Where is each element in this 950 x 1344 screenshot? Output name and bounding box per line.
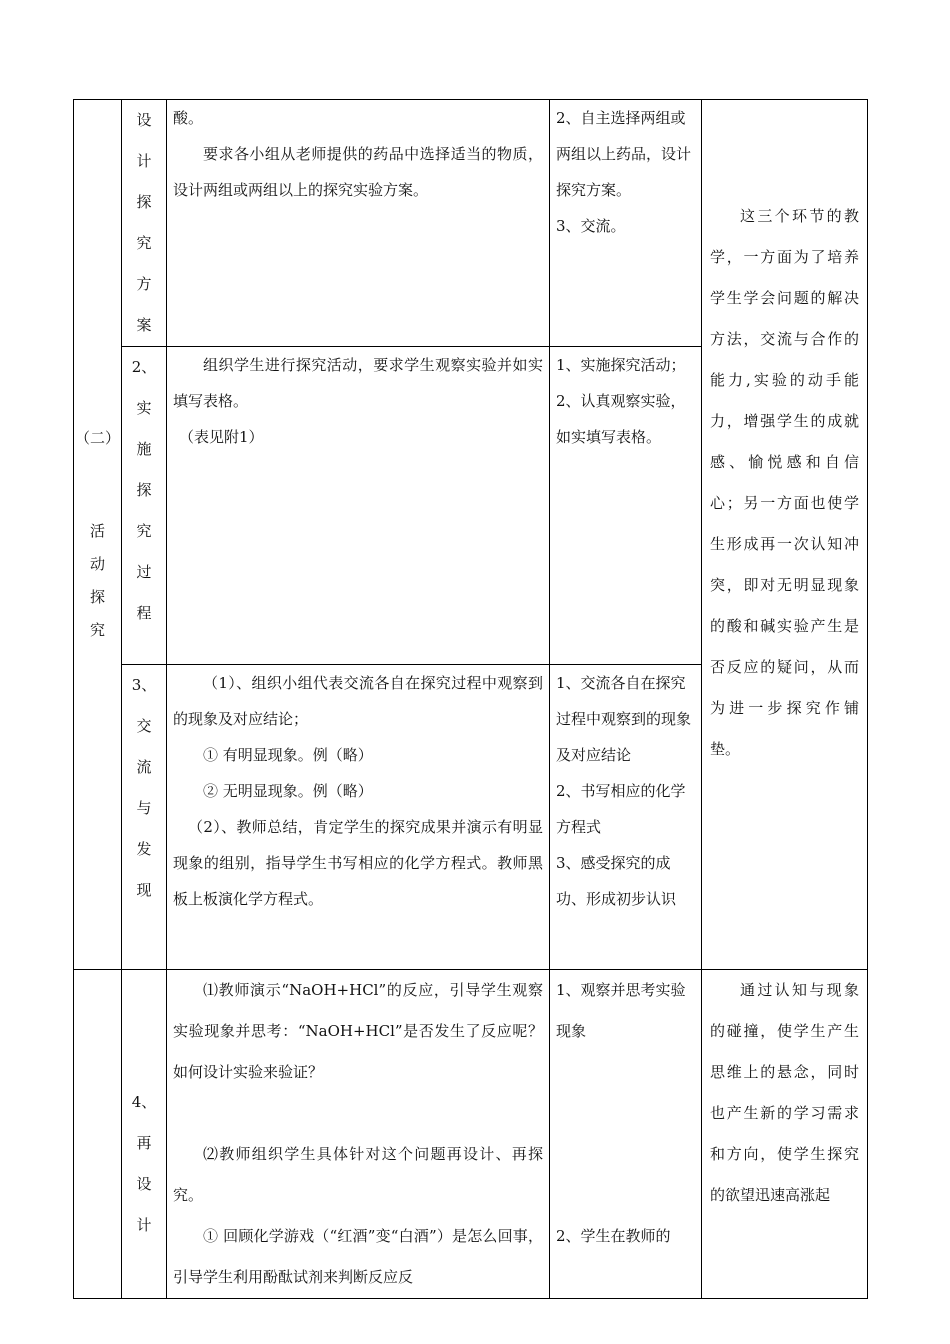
table-row xyxy=(74,100,868,347)
teacher-text: 组织学生进行探究活动，要求学生观察实验并如实填写表格。 xyxy=(173,356,543,410)
teacher-text: 酸。 xyxy=(173,109,204,127)
design-intent-cell xyxy=(702,970,868,1299)
step-char: 探 xyxy=(136,193,152,211)
teacher-activity-cell xyxy=(167,100,550,347)
step-char: 现 xyxy=(136,881,152,899)
teacher-text: ⑵教师组织学生具体针对这个问题再设计、再探究。 xyxy=(173,1145,543,1204)
step-label-design xyxy=(122,100,167,347)
step-char: 2、 xyxy=(131,358,157,376)
student-text: 2、学生在教师的 xyxy=(556,1227,671,1245)
teacher-text: ① 有明显现象。例（略） xyxy=(203,746,373,764)
step-char: 设 xyxy=(136,1175,152,1193)
step-char: 发 xyxy=(136,840,152,858)
student-activity-cell xyxy=(550,970,702,1299)
design-intent-text: 这三个环节的教学，一方面为了培养学生学会问题的解决方法，交流与合作的能力,实验的动手能力，增强学生的成就感、愉悦感和自信心；另一方面也使学生形成再一次认知冲突，即对无明显现象的酸和碱实验产生是否反应的疑问，从而为进一步探究作铺垫。 xyxy=(710,207,859,758)
teacher-activity-cell xyxy=(167,665,550,970)
section-label-char: 活 xyxy=(89,522,105,540)
student-activity-cell xyxy=(550,347,702,665)
section-label-char: 探 xyxy=(89,588,105,606)
student-text: 2、认真观察实验，如实填写表格。 xyxy=(556,392,686,446)
step-char: 程 xyxy=(136,604,152,622)
student-activity-cell xyxy=(550,100,702,347)
student-text: 2、书写相应的化学方程式 xyxy=(556,782,686,836)
step-char: 施 xyxy=(136,440,152,458)
step-char: 方 xyxy=(136,275,152,293)
teacher-activity-cell xyxy=(167,970,550,1299)
table-row xyxy=(74,970,868,1299)
teacher-text: ② 无明显现象。例（略） xyxy=(203,782,373,800)
section-label-char: 究 xyxy=(89,621,105,639)
step-char: 交 xyxy=(136,717,152,735)
teacher-text: （1）、组织小组代表交流各自在探究过程中观察到的现象及对应结论； xyxy=(173,674,543,728)
design-intent-text: 通过认知与现象的碰撞，使学生产生思维上的悬念，同时也产生新的学习需求和方向，使学生探究的欲望迅速高涨起 xyxy=(710,981,859,1204)
step-char: 再 xyxy=(136,1134,152,1152)
step-char: 探 xyxy=(136,481,152,499)
teacher-text: （2）、教师总结，肯定学生的探究成果并演示有明显现象的组别，指导学生书写相应的化学方程式。教师黑板上板演化学方程式。 xyxy=(173,818,543,908)
step-label-redesign xyxy=(122,970,167,1299)
lesson-plan-table xyxy=(73,99,868,1299)
step-label-implement xyxy=(122,347,167,665)
section-label-char: 动 xyxy=(89,555,105,573)
student-text: 1、实施探究活动； xyxy=(556,356,686,374)
step-char: 与 xyxy=(136,799,152,817)
step-char: 流 xyxy=(136,758,152,776)
student-text: 3、感受探究的成功、形成初步认识 xyxy=(556,854,677,908)
teacher-text: ① 回顾化学游戏（“红酒”变“白酒”）是怎么回事，引导学生利用酚酞试剂来判断反应反 xyxy=(173,1227,543,1286)
step-char: 究 xyxy=(136,234,152,252)
student-text: 1、交流各自在探究过程中观察到的现象及对应结论 xyxy=(556,674,692,764)
step-char: 4、 xyxy=(131,1093,157,1111)
student-text: 1、观察并思考实验现象 xyxy=(556,981,686,1040)
design-intent-cell xyxy=(702,100,868,970)
student-text: 3、交流。 xyxy=(556,217,626,235)
teacher-text: 要求各小组从老师提供的药品中选择适当的物质，设计两组或两组以上的探究实验方案。 xyxy=(173,145,543,199)
step-char: 究 xyxy=(136,522,152,540)
teacher-text: （表见附1） xyxy=(179,428,264,446)
step-label-exchange xyxy=(122,665,167,970)
section-label-cell xyxy=(74,100,122,970)
teacher-text: ⑴教师演示“NaOH+HCl”的反应，引导学生观察实验现象并思考：“NaOH+HCl”是否发生了反应呢？如何设计实验来验证？ xyxy=(173,981,543,1081)
step-char: 3、 xyxy=(131,676,157,694)
step-char: 案 xyxy=(136,316,152,334)
step-char: 过 xyxy=(136,563,152,581)
student-text: 2、自主选择两组或两组以上药品，设计探究方案。 xyxy=(556,109,692,199)
section-label-number: （二） xyxy=(74,429,120,447)
step-char: 计 xyxy=(136,152,152,170)
step-char: 计 xyxy=(136,1216,152,1234)
step-char: 实 xyxy=(136,399,152,417)
section-blank-cell xyxy=(74,970,122,1299)
teacher-activity-cell xyxy=(167,347,550,665)
student-activity-cell xyxy=(550,665,702,970)
step-char: 设 xyxy=(136,111,152,129)
